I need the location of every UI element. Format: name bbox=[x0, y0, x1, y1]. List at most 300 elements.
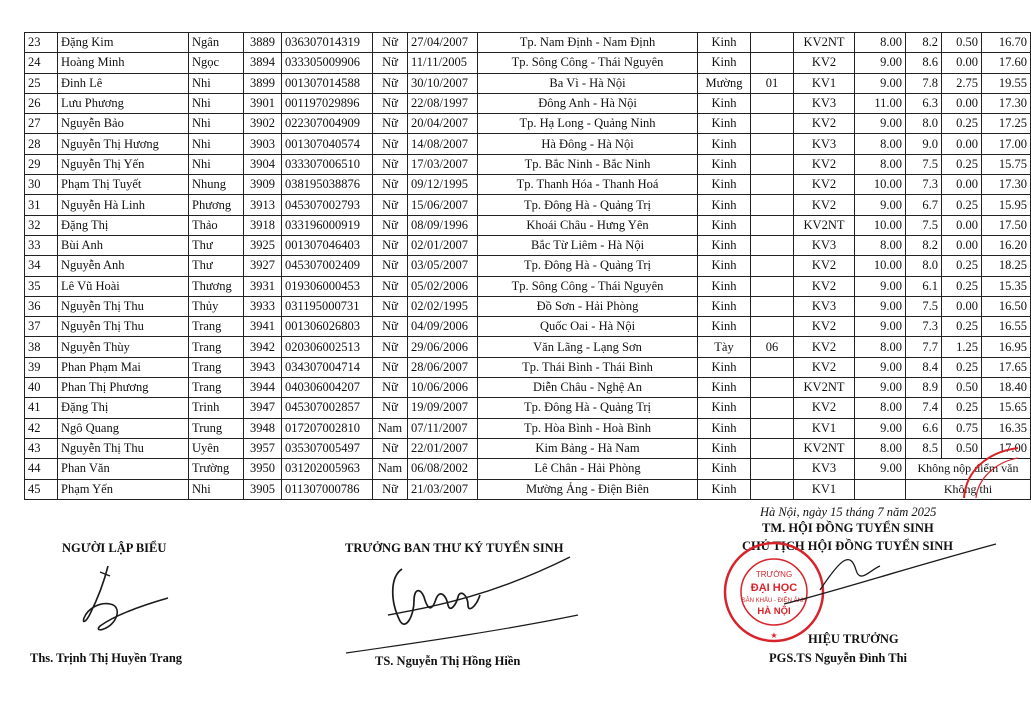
first-name-cell: Uyên bbox=[189, 438, 244, 458]
birth-date-cell: 02/02/1995 bbox=[408, 296, 478, 316]
ethnicity-cell: Kinh bbox=[698, 357, 751, 377]
total-score-cell: 16.50 bbox=[982, 296, 1031, 316]
table-row bbox=[25, 114, 1031, 134]
gender-cell: Nữ bbox=[373, 114, 408, 134]
bonus-points-cell: 0.00 bbox=[942, 53, 982, 73]
table-body bbox=[25, 33, 1031, 500]
hometown-cell: Tp. Bắc Ninh - Bắc Ninh bbox=[478, 154, 698, 174]
candidate-number-cell: 3957 bbox=[244, 438, 282, 458]
table-row bbox=[25, 418, 1031, 438]
ethnicity-cell: Kinh bbox=[698, 175, 751, 195]
last-name-cell: Nguyễn Bảo bbox=[58, 114, 189, 134]
rector-name: PGS.TS Nguyễn Đình Thi bbox=[769, 651, 908, 665]
gender-cell: Nam bbox=[373, 418, 408, 438]
hometown-cell: Tp. Đông Hà - Quảng Trị bbox=[478, 256, 698, 276]
score-1-cell: 9.00 bbox=[855, 296, 906, 316]
candidate-number-cell: 3933 bbox=[244, 296, 282, 316]
total-score-cell: 16.55 bbox=[982, 317, 1031, 337]
hometown-cell: Tp. Sông Công - Thái Nguyên bbox=[478, 276, 698, 296]
hometown-cell: Tp. Đông Hà - Quảng Trị bbox=[478, 398, 698, 418]
birth-date-cell: 28/06/2007 bbox=[408, 357, 478, 377]
score-2-cell: 8.6 bbox=[906, 53, 942, 73]
table-row bbox=[25, 175, 1031, 195]
region-code-cell: KV2 bbox=[794, 175, 855, 195]
hometown-cell: Lê Chân - Hải Phòng bbox=[478, 459, 698, 479]
row-number-cell: 34 bbox=[25, 256, 58, 276]
table-row bbox=[25, 296, 1031, 316]
hometown-cell: Tp. Thái Bình - Thái Bình bbox=[478, 357, 698, 377]
birth-date-cell: 15/06/2007 bbox=[408, 195, 478, 215]
table-row bbox=[25, 134, 1031, 154]
first-name-cell: Trường bbox=[189, 459, 244, 479]
row-number-cell: 45 bbox=[25, 479, 58, 499]
citizen-id-cell: 001197029896 bbox=[282, 93, 373, 113]
ethnicity-cell: Kinh bbox=[698, 215, 751, 235]
region-code-cell: KV3 bbox=[794, 134, 855, 154]
region-code-cell: KV3 bbox=[794, 296, 855, 316]
priority-group-cell bbox=[751, 175, 794, 195]
candidate-number-cell: 3941 bbox=[244, 317, 282, 337]
table-row bbox=[25, 459, 1031, 479]
score-2-cell: 7.5 bbox=[906, 215, 942, 235]
first-name-cell: Thảo bbox=[189, 215, 244, 235]
ethnicity-cell: Kinh bbox=[698, 459, 751, 479]
svg-text:★: ★ bbox=[770, 631, 778, 640]
birth-date-cell: 17/03/2007 bbox=[408, 154, 478, 174]
birth-date-cell: 10/06/2006 bbox=[408, 378, 478, 398]
gender-cell: Nữ bbox=[373, 93, 408, 113]
gender-cell: Nam bbox=[373, 459, 408, 479]
birth-date-cell: 29/06/2006 bbox=[408, 337, 478, 357]
score-2-cell: 6.1 bbox=[906, 276, 942, 296]
score-1-cell: 8.00 bbox=[855, 398, 906, 418]
ethnicity-cell: Kinh bbox=[698, 398, 751, 418]
preparer-title: NGƯỜI LẬP BIỂU bbox=[62, 541, 167, 555]
score-1-cell: 10.00 bbox=[855, 175, 906, 195]
birth-date-cell: 22/01/2007 bbox=[408, 438, 478, 458]
birth-date-cell: 19/09/2007 bbox=[408, 398, 478, 418]
ethnicity-cell: Kinh bbox=[698, 93, 751, 113]
last-name-cell: Đặng Thị bbox=[58, 398, 189, 418]
priority-group-cell bbox=[751, 459, 794, 479]
score-2-cell: 7.3 bbox=[906, 175, 942, 195]
first-name-cell: Trang bbox=[189, 337, 244, 357]
bonus-points-cell: 0.25 bbox=[942, 317, 982, 337]
table-row bbox=[25, 33, 1031, 53]
table-row bbox=[25, 276, 1031, 296]
bonus-points-cell: 0.50 bbox=[942, 33, 982, 53]
candidate-number-cell: 3925 bbox=[244, 235, 282, 255]
score-1-cell: 8.00 bbox=[855, 134, 906, 154]
gender-cell: Nữ bbox=[373, 438, 408, 458]
hometown-cell: Tp. Thanh Hóa - Thanh Hoá bbox=[478, 175, 698, 195]
total-score-cell: 18.40 bbox=[982, 378, 1031, 398]
candidate-number-cell: 3903 bbox=[244, 134, 282, 154]
ethnicity-cell: Mường bbox=[698, 73, 751, 93]
total-score-cell: 17.30 bbox=[982, 175, 1031, 195]
score-2-cell: 6.7 bbox=[906, 195, 942, 215]
table-row bbox=[25, 215, 1031, 235]
row-number-cell: 29 bbox=[25, 154, 58, 174]
score-2-cell: 7.7 bbox=[906, 337, 942, 357]
row-number-cell: 43 bbox=[25, 438, 58, 458]
row-number-cell: 37 bbox=[25, 317, 58, 337]
candidate-number-cell: 3948 bbox=[244, 418, 282, 438]
gender-cell: Nữ bbox=[373, 235, 408, 255]
table-row bbox=[25, 154, 1031, 174]
gender-cell: Nữ bbox=[373, 53, 408, 73]
ethnicity-cell: Kinh bbox=[698, 114, 751, 134]
council-chair-title: CHỦ TỊCH HỘI ĐỒNG TUYỂN SINH bbox=[742, 539, 954, 553]
table-row bbox=[25, 479, 1031, 499]
ethnicity-cell: Kinh bbox=[698, 256, 751, 276]
bonus-points-cell: 1.25 bbox=[942, 337, 982, 357]
secretary-signature bbox=[340, 555, 580, 655]
score-2-cell: 7.5 bbox=[906, 154, 942, 174]
citizen-id-cell: 001306026803 bbox=[282, 317, 373, 337]
score-1-cell: 9.00 bbox=[855, 317, 906, 337]
hometown-cell: Quốc Oai - Hà Nội bbox=[478, 317, 698, 337]
row-number-cell: 35 bbox=[25, 276, 58, 296]
score-1-cell: 8.00 bbox=[855, 154, 906, 174]
gender-cell: Nữ bbox=[373, 215, 408, 235]
birth-date-cell: 09/12/1995 bbox=[408, 175, 478, 195]
row-number-cell: 38 bbox=[25, 337, 58, 357]
score-1-cell: 9.00 bbox=[855, 357, 906, 377]
score-1-cell: 9.00 bbox=[855, 114, 906, 134]
citizen-id-cell: 017207002810 bbox=[282, 418, 373, 438]
citizen-id-cell: 001307046403 bbox=[282, 235, 373, 255]
last-name-cell: Phan Thị Phương bbox=[58, 378, 189, 398]
priority-group-cell bbox=[751, 53, 794, 73]
priority-group-cell bbox=[751, 438, 794, 458]
score-2-cell: 9.0 bbox=[906, 134, 942, 154]
birth-date-cell: 14/08/2007 bbox=[408, 134, 478, 154]
bonus-points-cell: 0.25 bbox=[942, 398, 982, 418]
hometown-cell: Tp. Sông Công - Thái Nguyên bbox=[478, 53, 698, 73]
priority-group-cell: 06 bbox=[751, 337, 794, 357]
gender-cell: Nữ bbox=[373, 276, 408, 296]
rector-title: HIỆU TRƯỞNG bbox=[808, 632, 899, 646]
hometown-cell: Hà Đông - Hà Nội bbox=[478, 134, 698, 154]
last-name-cell: Phan Văn bbox=[58, 459, 189, 479]
total-score-cell: 17.60 bbox=[982, 53, 1031, 73]
priority-group-cell bbox=[751, 195, 794, 215]
citizen-id-cell: 035307005497 bbox=[282, 438, 373, 458]
table-row bbox=[25, 256, 1031, 276]
candidate-number-cell: 3901 bbox=[244, 93, 282, 113]
row-number-cell: 42 bbox=[25, 418, 58, 438]
dateline: Hà Nội, ngày 15 tháng 7 năm 2025 bbox=[760, 505, 937, 519]
total-score-cell: 16.95 bbox=[982, 337, 1031, 357]
score-1-cell: 10.00 bbox=[855, 256, 906, 276]
ethnicity-cell: Tày bbox=[698, 337, 751, 357]
first-name-cell: Nhi bbox=[189, 479, 244, 499]
score-1-cell: 9.00 bbox=[855, 459, 906, 479]
score-2-cell: 7.8 bbox=[906, 73, 942, 93]
candidate-number-cell: 3899 bbox=[244, 73, 282, 93]
last-name-cell: Ngô Quang bbox=[58, 418, 189, 438]
first-name-cell: Trinh bbox=[189, 398, 244, 418]
bonus-points-cell: 0.00 bbox=[942, 93, 982, 113]
priority-group-cell bbox=[751, 154, 794, 174]
row-number-cell: 27 bbox=[25, 114, 58, 134]
priority-group-cell bbox=[751, 114, 794, 134]
score-1-cell: 11.00 bbox=[855, 93, 906, 113]
last-name-cell: Nguyễn Thị Thu bbox=[58, 438, 189, 458]
table-row bbox=[25, 73, 1031, 93]
ethnicity-cell: Kinh bbox=[698, 195, 751, 215]
birth-date-cell: 30/10/2007 bbox=[408, 73, 478, 93]
priority-group-cell: 01 bbox=[751, 73, 794, 93]
table-row bbox=[25, 93, 1031, 113]
birth-date-cell: 07/11/2007 bbox=[408, 418, 478, 438]
citizen-id-cell: 040306004207 bbox=[282, 378, 373, 398]
score-1-cell: 9.00 bbox=[855, 73, 906, 93]
first-name-cell: Nhung bbox=[189, 175, 244, 195]
score-1-cell: 8.00 bbox=[855, 33, 906, 53]
gender-cell: Nữ bbox=[373, 378, 408, 398]
birth-date-cell: 04/09/2006 bbox=[408, 317, 478, 337]
first-name-cell: Nhi bbox=[189, 73, 244, 93]
total-score-cell: 15.75 bbox=[982, 154, 1031, 174]
hometown-cell: Tp. Nam Định - Nam Định bbox=[478, 33, 698, 53]
score-2-cell: 8.2 bbox=[906, 235, 942, 255]
birth-date-cell: 05/02/2006 bbox=[408, 276, 478, 296]
seal-line3: SÂN KHẤU - ĐIỆN ẢNH bbox=[741, 598, 807, 604]
region-code-cell: KV2NT bbox=[794, 33, 855, 53]
gender-cell: Nữ bbox=[373, 195, 408, 215]
priority-group-cell bbox=[751, 296, 794, 316]
table-row bbox=[25, 53, 1031, 73]
citizen-id-cell: 019306000453 bbox=[282, 276, 373, 296]
score-2-cell: 8.5 bbox=[906, 438, 942, 458]
candidate-number-cell: 3889 bbox=[244, 33, 282, 53]
region-code-cell: KV2NT bbox=[794, 378, 855, 398]
candidate-number-cell: 3947 bbox=[244, 398, 282, 418]
total-score-cell: 17.50 bbox=[982, 215, 1031, 235]
birth-date-cell: 02/01/2007 bbox=[408, 235, 478, 255]
total-score-cell: 15.35 bbox=[982, 276, 1031, 296]
ethnicity-cell: Kinh bbox=[698, 438, 751, 458]
ethnicity-cell: Kinh bbox=[698, 53, 751, 73]
table-row bbox=[25, 337, 1031, 357]
candidate-number-cell: 3927 bbox=[244, 256, 282, 276]
first-name-cell: Thư bbox=[189, 256, 244, 276]
preparer-name: Ths. Trịnh Thị Huyền Trang bbox=[30, 651, 183, 665]
candidate-number-cell: 3931 bbox=[244, 276, 282, 296]
hometown-cell: Ba Vì - Hà Nội bbox=[478, 73, 698, 93]
last-name-cell: Phan Phạm Mai bbox=[58, 357, 189, 377]
total-score-cell: 19.55 bbox=[982, 73, 1031, 93]
ethnicity-cell: Kinh bbox=[698, 317, 751, 337]
bonus-points-cell: 0.25 bbox=[942, 256, 982, 276]
remark-cell: Không thi bbox=[906, 479, 1031, 499]
row-number-cell: 40 bbox=[25, 378, 58, 398]
bonus-points-cell: 0.75 bbox=[942, 418, 982, 438]
region-code-cell: KV2 bbox=[794, 256, 855, 276]
last-name-cell: Nguyễn Thị Yến bbox=[58, 154, 189, 174]
candidate-number-cell: 3950 bbox=[244, 459, 282, 479]
citizen-id-cell: 033305009906 bbox=[282, 53, 373, 73]
region-code-cell: KV2 bbox=[794, 276, 855, 296]
region-code-cell: KV3 bbox=[794, 459, 855, 479]
region-code-cell: KV2 bbox=[794, 154, 855, 174]
bonus-points-cell: 0.50 bbox=[942, 378, 982, 398]
last-name-cell: Đặng Thị bbox=[58, 215, 189, 235]
citizen-id-cell: 001307014588 bbox=[282, 73, 373, 93]
region-code-cell: KV3 bbox=[794, 235, 855, 255]
last-name-cell: Nguyễn Thị Thu bbox=[58, 296, 189, 316]
priority-group-cell bbox=[751, 256, 794, 276]
priority-group-cell bbox=[751, 398, 794, 418]
priority-group-cell bbox=[751, 357, 794, 377]
ethnicity-cell: Kinh bbox=[698, 479, 751, 499]
gender-cell: Nữ bbox=[373, 256, 408, 276]
score-1-cell: 9.00 bbox=[855, 195, 906, 215]
candidate-number-cell: 3902 bbox=[244, 114, 282, 134]
last-name-cell: Lê Vũ Hoài bbox=[58, 276, 189, 296]
citizen-id-cell: 020306002513 bbox=[282, 337, 373, 357]
birth-date-cell: 21/03/2007 bbox=[408, 479, 478, 499]
birth-date-cell: 03/05/2007 bbox=[408, 256, 478, 276]
hometown-cell: Khoái Châu - Hưng Yên bbox=[478, 215, 698, 235]
citizen-id-cell: 036307014319 bbox=[282, 33, 373, 53]
birth-date-cell: 22/08/1997 bbox=[408, 93, 478, 113]
row-number-cell: 44 bbox=[25, 459, 58, 479]
score-2-cell: 8.4 bbox=[906, 357, 942, 377]
ethnicity-cell: Kinh bbox=[698, 276, 751, 296]
priority-group-cell bbox=[751, 378, 794, 398]
total-score-cell: 17.00 bbox=[982, 438, 1031, 458]
last-name-cell: Đặng Kim bbox=[58, 33, 189, 53]
ethnicity-cell: Kinh bbox=[698, 418, 751, 438]
ethnicity-cell: Kinh bbox=[698, 378, 751, 398]
citizen-id-cell: 033307006510 bbox=[282, 154, 373, 174]
region-code-cell: KV2 bbox=[794, 398, 855, 418]
hometown-cell: Đông Anh - Hà Nội bbox=[478, 93, 698, 113]
bonus-points-cell: 0.25 bbox=[942, 195, 982, 215]
total-score-cell: 17.65 bbox=[982, 357, 1031, 377]
score-2-cell: 7.4 bbox=[906, 398, 942, 418]
candidate-number-cell: 3944 bbox=[244, 378, 282, 398]
row-number-cell: 25 bbox=[25, 73, 58, 93]
row-number-cell: 24 bbox=[25, 53, 58, 73]
first-name-cell: Nhi bbox=[189, 114, 244, 134]
citizen-id-cell: 034307004714 bbox=[282, 357, 373, 377]
last-name-cell: Lưu Phương bbox=[58, 93, 189, 113]
hometown-cell: Bắc Từ Liêm - Hà Nội bbox=[478, 235, 698, 255]
candidate-number-cell: 3909 bbox=[244, 175, 282, 195]
first-name-cell: Trang bbox=[189, 357, 244, 377]
bonus-points-cell: 0.25 bbox=[942, 154, 982, 174]
priority-group-cell bbox=[751, 418, 794, 438]
citizen-id-cell: 045307002857 bbox=[282, 398, 373, 418]
birth-date-cell: 20/04/2007 bbox=[408, 114, 478, 134]
first-name-cell: Nhi bbox=[189, 154, 244, 174]
gender-cell: Nữ bbox=[373, 175, 408, 195]
hometown-cell: Diễn Châu - Nghệ An bbox=[478, 378, 698, 398]
first-name-cell: Trung bbox=[189, 418, 244, 438]
region-code-cell: KV2 bbox=[794, 53, 855, 73]
hometown-cell: Tp. Hòa Bình - Hoà Bình bbox=[478, 418, 698, 438]
gender-cell: Nữ bbox=[373, 33, 408, 53]
bonus-points-cell: 2.75 bbox=[942, 73, 982, 93]
table-row bbox=[25, 317, 1031, 337]
bonus-points-cell: 0.00 bbox=[942, 134, 982, 154]
row-number-cell: 39 bbox=[25, 357, 58, 377]
birth-date-cell: 27/04/2007 bbox=[408, 33, 478, 53]
first-name-cell: Nhi bbox=[189, 93, 244, 113]
preparer-signature bbox=[70, 562, 170, 642]
region-code-cell: KV2 bbox=[794, 337, 855, 357]
citizen-id-cell: 033196000919 bbox=[282, 215, 373, 235]
priority-group-cell bbox=[751, 276, 794, 296]
gender-cell: Nữ bbox=[373, 317, 408, 337]
last-name-cell: Nguyễn Thị Hương bbox=[58, 134, 189, 154]
gender-cell: Nữ bbox=[373, 357, 408, 377]
score-2-cell: 7.5 bbox=[906, 296, 942, 316]
region-code-cell: KV2 bbox=[794, 195, 855, 215]
gender-cell: Nữ bbox=[373, 337, 408, 357]
council-title: TM. HỘI ĐỒNG TUYỂN SINH bbox=[762, 521, 934, 535]
rector-signature bbox=[780, 540, 1000, 610]
score-1-cell: 9.00 bbox=[855, 418, 906, 438]
score-1-cell: 8.00 bbox=[855, 337, 906, 357]
gender-cell: Nữ bbox=[373, 479, 408, 499]
score-1-cell: 8.00 bbox=[855, 235, 906, 255]
admission-results-table bbox=[24, 32, 1031, 500]
last-name-cell: Nguyễn Anh bbox=[58, 256, 189, 276]
first-name-cell: Trang bbox=[189, 317, 244, 337]
ethnicity-cell: Kinh bbox=[698, 154, 751, 174]
region-code-cell: KV2NT bbox=[794, 215, 855, 235]
birth-date-cell: 11/11/2005 bbox=[408, 53, 478, 73]
remark-cell: Không nộp điểm văn bbox=[906, 459, 1031, 479]
seal-line1: TRƯỜNG bbox=[755, 570, 793, 579]
citizen-id-cell: 045307002793 bbox=[282, 195, 373, 215]
score-1-cell: 9.00 bbox=[855, 378, 906, 398]
bonus-points-cell: 0.00 bbox=[942, 296, 982, 316]
bonus-points-cell: 0.00 bbox=[942, 235, 982, 255]
priority-group-cell bbox=[751, 93, 794, 113]
hometown-cell: Văn Lãng - Lạng Sơn bbox=[478, 337, 698, 357]
region-code-cell: KV1 bbox=[794, 418, 855, 438]
ethnicity-cell: Kinh bbox=[698, 296, 751, 316]
last-name-cell: Bùi Anh bbox=[58, 235, 189, 255]
total-score-cell: 17.25 bbox=[982, 114, 1031, 134]
gender-cell: Nữ bbox=[373, 296, 408, 316]
score-1-cell: 8.00 bbox=[855, 438, 906, 458]
hometown-cell: Tp. Đông Hà - Quảng Trị bbox=[478, 195, 698, 215]
first-name-cell: Thủy bbox=[189, 296, 244, 316]
first-name-cell: Thương bbox=[189, 276, 244, 296]
total-score-cell: 16.20 bbox=[982, 235, 1031, 255]
citizen-id-cell: 045307002409 bbox=[282, 256, 373, 276]
citizen-id-cell: 001307040574 bbox=[282, 134, 373, 154]
region-code-cell: KV3 bbox=[794, 93, 855, 113]
first-name-cell: Trang bbox=[189, 378, 244, 398]
birth-date-cell: 08/09/1996 bbox=[408, 215, 478, 235]
candidate-number-cell: 3905 bbox=[244, 479, 282, 499]
score-2-cell: 8.0 bbox=[906, 114, 942, 134]
citizen-id-cell: 038195038876 bbox=[282, 175, 373, 195]
row-number-cell: 32 bbox=[25, 215, 58, 235]
secretary-title: TRƯỞNG BAN THƯ KÝ TUYỂN SINH bbox=[345, 541, 564, 555]
score-2-cell: 8.9 bbox=[906, 378, 942, 398]
hometown-cell: Tp. Hạ Long - Quảng Ninh bbox=[478, 114, 698, 134]
margin-seal-fragment bbox=[958, 446, 1018, 500]
